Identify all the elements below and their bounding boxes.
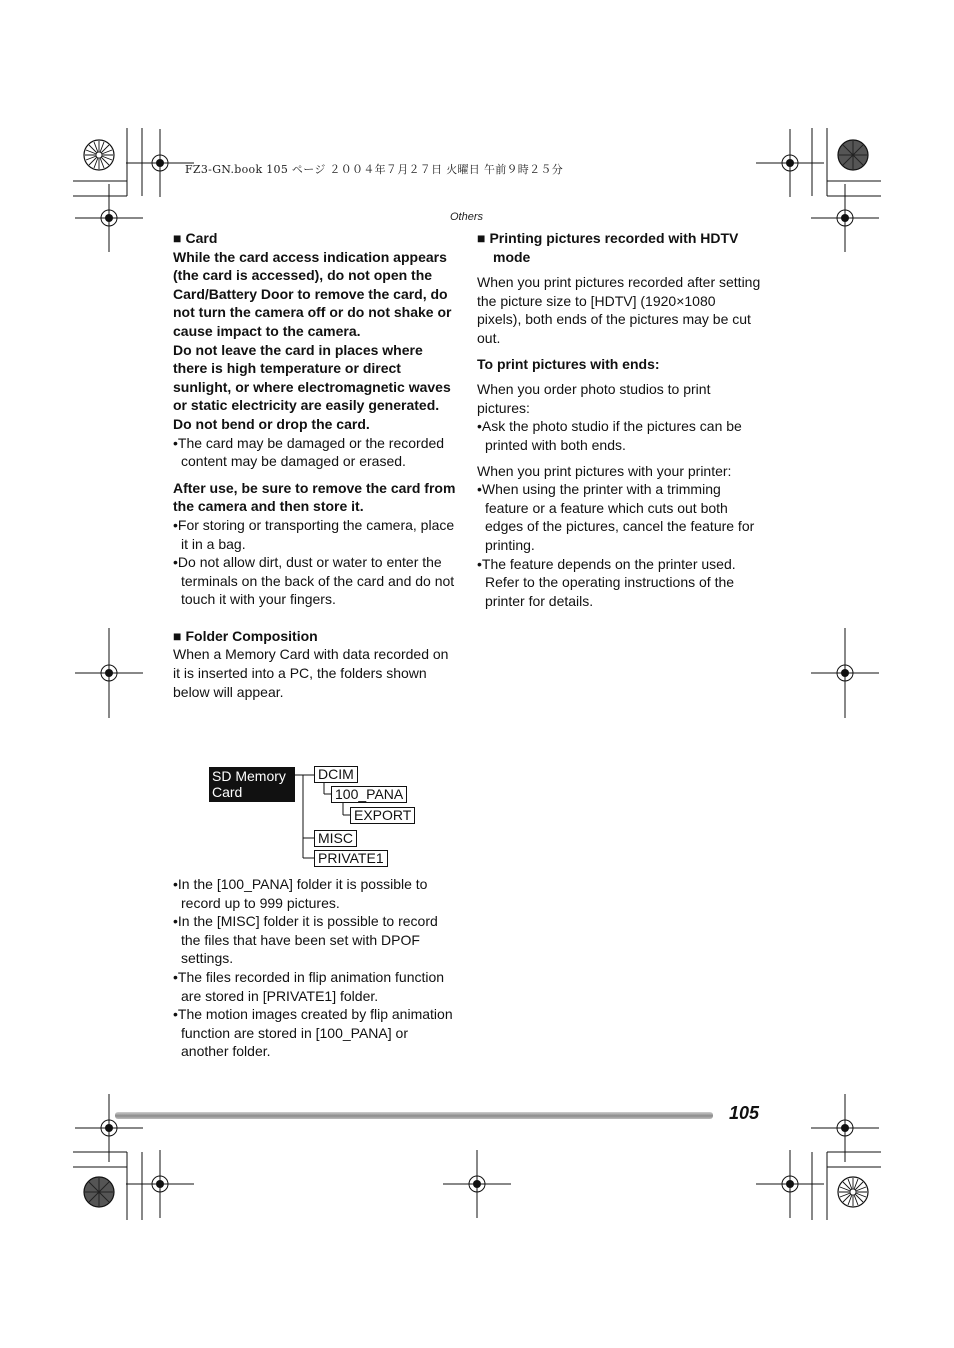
own-printer-text: When you print pictures with your printer: [477, 462, 732, 479]
card-after-use: After use, be sure to remove the card from the camera and then store it. [173, 479, 456, 515]
list-item: •For storing or transporting the camera, place it in a bag. [173, 516, 455, 552]
folder-100-pana: 100_PANA [331, 786, 407, 803]
right-column [477, 229, 762, 610]
hdtv-intro: When you print pictures recorded after setting the picture size to [HDTV] (1920×1080 pixels), both ends of the pictures may be cut out. [477, 274, 761, 346]
card-damage-list [173, 434, 458, 471]
square-bullet-icon: ■ [173, 230, 182, 246]
square-bullet-icon: ■ [477, 230, 486, 246]
print-with-ends-heading: To print pictures with ends: [477, 355, 660, 372]
folder-misc: MISC [314, 830, 357, 847]
print-meta-line: FZ3-GN.book 105 ページ ２００４年７月２７日 火曜日 午前９時２５分 [185, 163, 564, 176]
list-item: •The motion images created by flip animation function are stored in [100_PANA] or another folder. [173, 1006, 453, 1060]
photo-studio-text: When you order photo studios to print pictures: [477, 381, 711, 416]
list-item: •The card may be damaged or the recorded content may be damaged or erased. [173, 434, 445, 470]
square-bullet-icon: ■ [173, 627, 182, 644]
list-item: •When using the printer with a trimming feature or a feature which cuts out both edges of the pictures, cancel the feature for printing. [477, 481, 755, 553]
folder-notes [173, 875, 458, 1061]
photo-studio-list [477, 417, 762, 454]
card-storage-list [173, 516, 458, 609]
root-folder-box: SD Memory Card [209, 767, 295, 802]
left-column [173, 229, 458, 701]
list-item: •The files recorded in flip animation function are stored in [PRIVATE1] folder. [173, 968, 445, 1004]
list-item: •The feature depends on the printer used. Refer to the operating instructions of the printer for details. [477, 555, 736, 609]
section-label: Others [450, 211, 484, 223]
list-item: •In the [100_PANA] folder it is possible to record up to 999 pictures. [173, 876, 428, 911]
folder-dcim: DCIM [314, 766, 358, 783]
folder-private1: PRIVATE1 [314, 850, 388, 867]
folder-intro: When a Memory Card with data recorded on it is inserted into a PC, the folders shown below will appear. [173, 646, 449, 700]
hdtv-heading: ■ Printing pictures recorded with HDTV mode [477, 230, 739, 265]
card-warning-access: While the card access indication appears (the card is accessed), do not open the Card/Battery Door to remove the card, do not turn the camera off or do not shake or cause impact to the camera. [173, 248, 452, 339]
list-item: •Do not allow dirt, dust or water to enter the terminals on the back of the card and do not touch it with your fingers. [173, 554, 455, 608]
card-warning-drop: Do not bend or drop the card. [173, 415, 370, 432]
own-printer-list [477, 480, 762, 610]
card-heading: ■ Card [173, 230, 218, 246]
folder-notes-list [173, 875, 458, 1061]
footer-bar [115, 1112, 713, 1119]
folder-heading: ■ Folder Composition [173, 627, 318, 644]
list-item: •In the [MISC] folder it is possible to record the files that have been set with DPOF settings. [173, 913, 438, 967]
list-item: •Ask the photo studio if the pictures can be printed with both ends. [477, 418, 742, 453]
card-warning-environment: Do not leave the card in places where there is high temperature or direct sunlight, or where electromagnetic waves or static electricity are easily generated. [173, 341, 451, 414]
folder-export: EXPORT [350, 807, 415, 824]
page-number: 105 [729, 1103, 760, 1123]
